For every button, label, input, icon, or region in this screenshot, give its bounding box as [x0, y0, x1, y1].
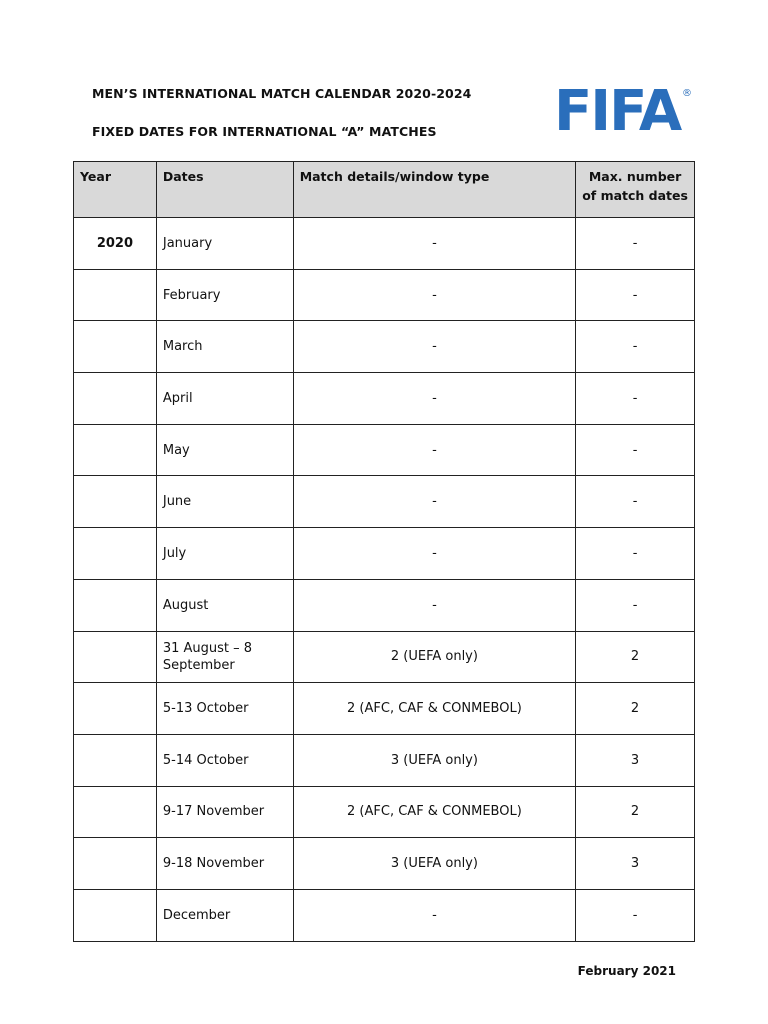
cell-dates: June: [156, 476, 293, 528]
cell-max-match-dates: 3: [576, 838, 695, 890]
cell-match-details: 2 (AFC, CAF & CONMEBOL): [293, 683, 575, 735]
cell-dates: August: [156, 579, 293, 631]
cell-year: [74, 889, 157, 941]
cell-dates: December: [156, 889, 293, 941]
cell-year: [74, 528, 157, 580]
cell-year: [74, 786, 157, 838]
cell-match-details: 3 (UEFA only): [293, 734, 575, 786]
cell-year: [74, 424, 157, 476]
column-header-match-details: Match details/window type: [293, 162, 575, 218]
cell-dates: 9-18 November: [156, 838, 293, 890]
table-row: [74, 889, 695, 941]
table-row: [74, 579, 695, 631]
cell-match-details: -: [293, 579, 575, 631]
column-header-max-match-dates: Max. number of match dates: [576, 162, 695, 218]
cell-max-match-dates: -: [576, 321, 695, 373]
cell-max-match-dates: -: [576, 373, 695, 425]
cell-dates: 5-13 October: [156, 683, 293, 735]
cell-max-match-dates: -: [576, 579, 695, 631]
cell-max-match-dates: 2: [576, 631, 695, 683]
cell-year: [74, 631, 157, 683]
document-title: MEN’S INTERNATIONAL MATCH CALENDAR 2020-2024: [92, 86, 472, 101]
cell-year: [74, 683, 157, 735]
cell-dates: February: [156, 269, 293, 321]
fifa-logo: [554, 83, 694, 135]
cell-dates: 5-14 October: [156, 734, 293, 786]
cell-dates: January: [156, 218, 293, 270]
cell-match-details: 2 (AFC, CAF & CONMEBOL): [293, 786, 575, 838]
table-row: [74, 734, 695, 786]
cell-match-details: 2 (UEFA only): [293, 631, 575, 683]
fifa-logo-text: FIFA: [554, 83, 681, 135]
cell-match-details: -: [293, 528, 575, 580]
table-header-row: [74, 162, 695, 218]
cell-dates: March: [156, 321, 293, 373]
document-subtitle: FIXED DATES FOR INTERNATIONAL “A” MATCHES: [92, 124, 437, 139]
cell-year: [74, 269, 157, 321]
table-row: [74, 786, 695, 838]
cell-max-match-dates: 3: [576, 734, 695, 786]
cell-match-details: -: [293, 424, 575, 476]
column-header-dates: Dates: [156, 162, 293, 218]
table-row: [74, 218, 695, 270]
cell-year: [74, 734, 157, 786]
table-row: [74, 424, 695, 476]
table-row: [74, 528, 695, 580]
table-row: [74, 838, 695, 890]
cell-max-match-dates: -: [576, 269, 695, 321]
cell-year: [74, 321, 157, 373]
cell-max-match-dates: -: [576, 476, 695, 528]
cell-dates: May: [156, 424, 293, 476]
cell-match-details: -: [293, 373, 575, 425]
cell-match-details: -: [293, 269, 575, 321]
cell-year: [74, 476, 157, 528]
cell-dates: 31 August – 8 September: [156, 631, 293, 683]
table-row: [74, 373, 695, 425]
cell-year: [74, 838, 157, 890]
cell-match-details: -: [293, 476, 575, 528]
table-row: [74, 683, 695, 735]
table-row: [74, 321, 695, 373]
cell-max-match-dates: -: [576, 528, 695, 580]
column-header-year: Year: [74, 162, 157, 218]
cell-year: 2020: [74, 218, 157, 270]
cell-year: [74, 579, 157, 631]
match-calendar-table: [73, 161, 695, 942]
cell-max-match-dates: 2: [576, 786, 695, 838]
cell-dates: April: [156, 373, 293, 425]
table-row: [74, 476, 695, 528]
cell-match-details: -: [293, 218, 575, 270]
table-row: [74, 269, 695, 321]
cell-max-match-dates: -: [576, 424, 695, 476]
cell-dates: July: [156, 528, 293, 580]
cell-match-details: 3 (UEFA only): [293, 838, 575, 890]
cell-year: [74, 373, 157, 425]
table-row: [74, 631, 695, 683]
footer-date: February 2021: [577, 964, 676, 978]
cell-max-match-dates: -: [576, 218, 695, 270]
cell-dates: 9-17 November: [156, 786, 293, 838]
cell-match-details: -: [293, 889, 575, 941]
fifa-logo-registered-mark: ®: [682, 88, 692, 99]
cell-match-details: -: [293, 321, 575, 373]
table-body: [74, 218, 695, 942]
cell-max-match-dates: -: [576, 889, 695, 941]
cell-max-match-dates: 2: [576, 683, 695, 735]
